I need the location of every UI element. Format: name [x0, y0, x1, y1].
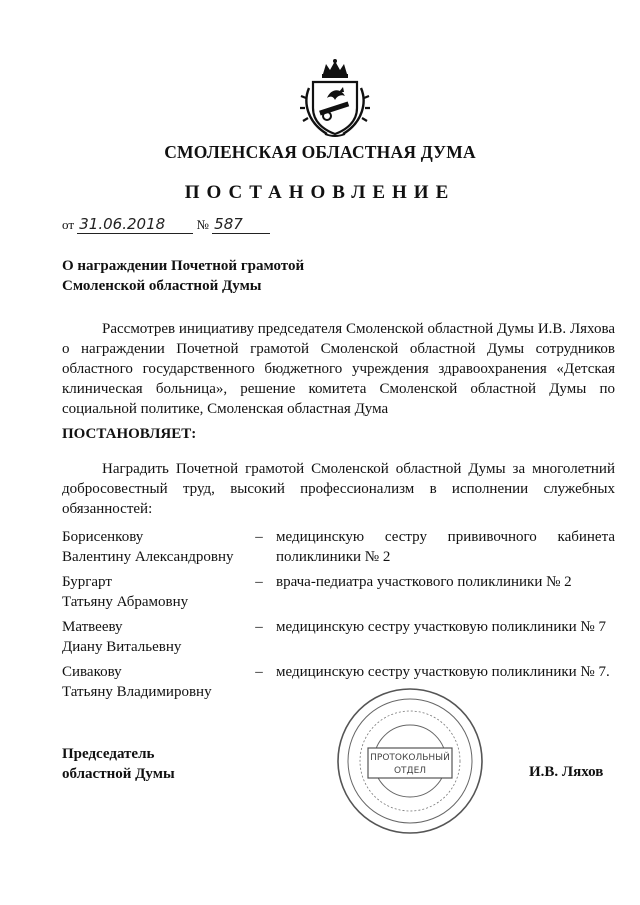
awardee-surname: Сивакову [62, 664, 122, 680]
smolensk-coat-of-arms-icon [299, 58, 371, 138]
awardee-given-name: Диану Витальевну [62, 639, 182, 655]
awardee-position: медицинскую сестру прививочного кабинета поликлиники № 2 [276, 529, 615, 565]
awardee-name [62, 662, 242, 702]
document-type: ПОСТАНОВЛЕНИЕ [184, 182, 456, 203]
document-number: 587 [212, 216, 270, 234]
stamp-center-line: ОТДЕЛ [393, 766, 427, 776]
awardee-row [62, 527, 615, 567]
number-label: № [196, 217, 209, 232]
awardee-surname: Борисенкову [62, 529, 144, 545]
awardee-name [62, 572, 242, 612]
awardee-position: медицинскую сестру участковую поликлиники № 7. [276, 664, 610, 680]
awardee-surname: Матвееву [62, 619, 123, 635]
awardee-given-name: Татьяну Владимировну [62, 684, 212, 700]
document-subject [62, 256, 304, 296]
resolve-heading: ПОСТАНОВЛЯЕТ: [62, 426, 197, 442]
preamble-paragraph: Рассмотрев инициативу председателя Смоленской областной Думы И.В. Ляхова о награждении Почетной грамотой Смоленской областной Думы сотрудников областного государственного бюджетного учреждения здравоохранения «Детская клиническая больница», решение комитета Смоленской областной Думы по социальной политике, Смоленская областная Дума [62, 321, 615, 417]
signatory-title-line: Председатель [62, 746, 155, 762]
awardee-position: врача-педиатра участкового поликлиники № 2 [276, 574, 572, 590]
awardee-list [62, 527, 615, 707]
awardee-given-name: Татьяну Абрамовну [62, 594, 189, 610]
signatory-name: И.В. Ляхов [529, 764, 604, 780]
awardee-given-name: Валентину Александровну [62, 549, 234, 565]
subject-line: О награждении Почетной грамотой [62, 258, 305, 274]
awardee-name [62, 617, 242, 657]
official-stamp [335, 686, 485, 836]
awardee-row [62, 572, 615, 612]
dash: – [255, 619, 263, 635]
dash: – [255, 529, 263, 545]
stamp-center-line: ПРОТОКОЛЬНЫЙ [370, 753, 450, 763]
dash: – [255, 664, 263, 680]
award-paragraph: Наградить Почетной грамотой Смоленской областной Думы за многолетний добросовестный труд, высокий профессионализм в исполнении служебных обязанностей: [62, 461, 615, 517]
signatory-title [62, 744, 175, 784]
subject-line: Смоленской областной Думы [62, 278, 262, 294]
awardee-position: медицинскую сестру участковую поликлиники № 7 [276, 619, 606, 635]
awardee-row [62, 617, 615, 657]
document-date: 31.06.2018 [77, 216, 193, 234]
signatory-title-line: областной Думы [62, 766, 175, 782]
organization-name: СМОЛЕНСКАЯ ОБЛАСТНАЯ ДУМА [164, 142, 476, 162]
date-label: от [62, 217, 75, 232]
awardee-name [62, 527, 242, 567]
document-meta [62, 216, 270, 234]
awardee-surname: Бургарт [62, 574, 112, 590]
dash: – [255, 574, 263, 590]
